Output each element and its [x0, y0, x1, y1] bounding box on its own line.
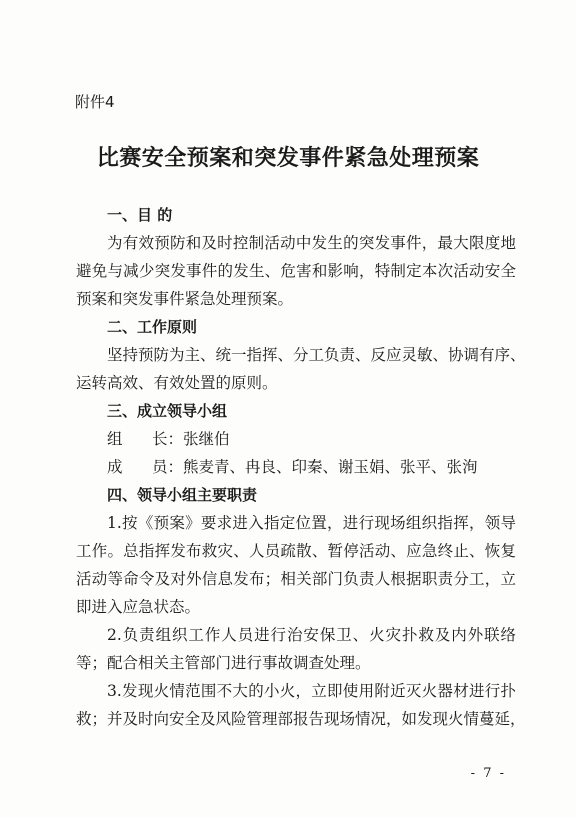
paragraph-line: 预案和突发事件紧急处理预案。 [76, 290, 294, 308]
paragraph-line: 运转高效、有效处置的原则。 [76, 374, 278, 392]
paragraph-line: 工作。总指挥发布救灾、人员疏散、暂停活动、应急终止、恢复 [76, 542, 516, 560]
leader-name: 张继伯 [183, 430, 230, 448]
group-members-row [76, 453, 516, 481]
paragraph-line: 避免与减少突发事件的发生、危害和影响，特制定本次活动安全 [76, 262, 516, 280]
group-leader-row [76, 425, 516, 453]
paragraph-line: 活动等命令及对外信息发布；相关部门负责人根据职责分工，立 [76, 570, 516, 588]
document-title: 比赛安全预案和突发事件紧急处理预案 [96, 145, 480, 171]
paragraph-line: 救；并及时向安全及风险管理部报告现场情况，如发现火情蔓延， [76, 710, 526, 728]
member-names: 熊麦青、冉良、印秦、谢玉娟、张平、张洵 [183, 458, 478, 476]
paragraph-line: 为有效预防和及时控制活动中发生的突发事件，最大限度地 [107, 234, 516, 252]
paragraph-line: 1.按《预案》要求进入指定位置，进行现场组织指挥，领导 [107, 514, 516, 532]
role-label: 成 员： [107, 458, 183, 476]
role-label: 组 长： [107, 430, 183, 448]
section-heading-purpose: 一、目 的 [107, 206, 173, 224]
page-number: - 7 - [470, 766, 506, 781]
paragraph-line: 即进入应急状态。 [76, 598, 201, 616]
paragraph-line: 3.发现火情范围不大的小火，立即使用附近灭火器材进行扑 [107, 682, 516, 700]
paragraph-line: 2.负责组织工作人员进行治安保卫、火灾扑救及内外联络 [107, 626, 516, 644]
section-heading-leadership-group: 三、成立领导小组 [107, 402, 228, 420]
attachment-label: 附件4 [75, 93, 115, 111]
paragraph-line: 坚持预防为主、统一指挥、分工负责、反应灵敏、协调有序、 [107, 346, 526, 364]
document-body [76, 201, 526, 733]
section-heading-principles: 二、工作原则 [107, 318, 198, 336]
section-heading-duties: 四、领导小组主要职责 [107, 486, 258, 504]
paragraph-line: 等；配合相关主管部门进行事故调查处理。 [76, 654, 371, 672]
